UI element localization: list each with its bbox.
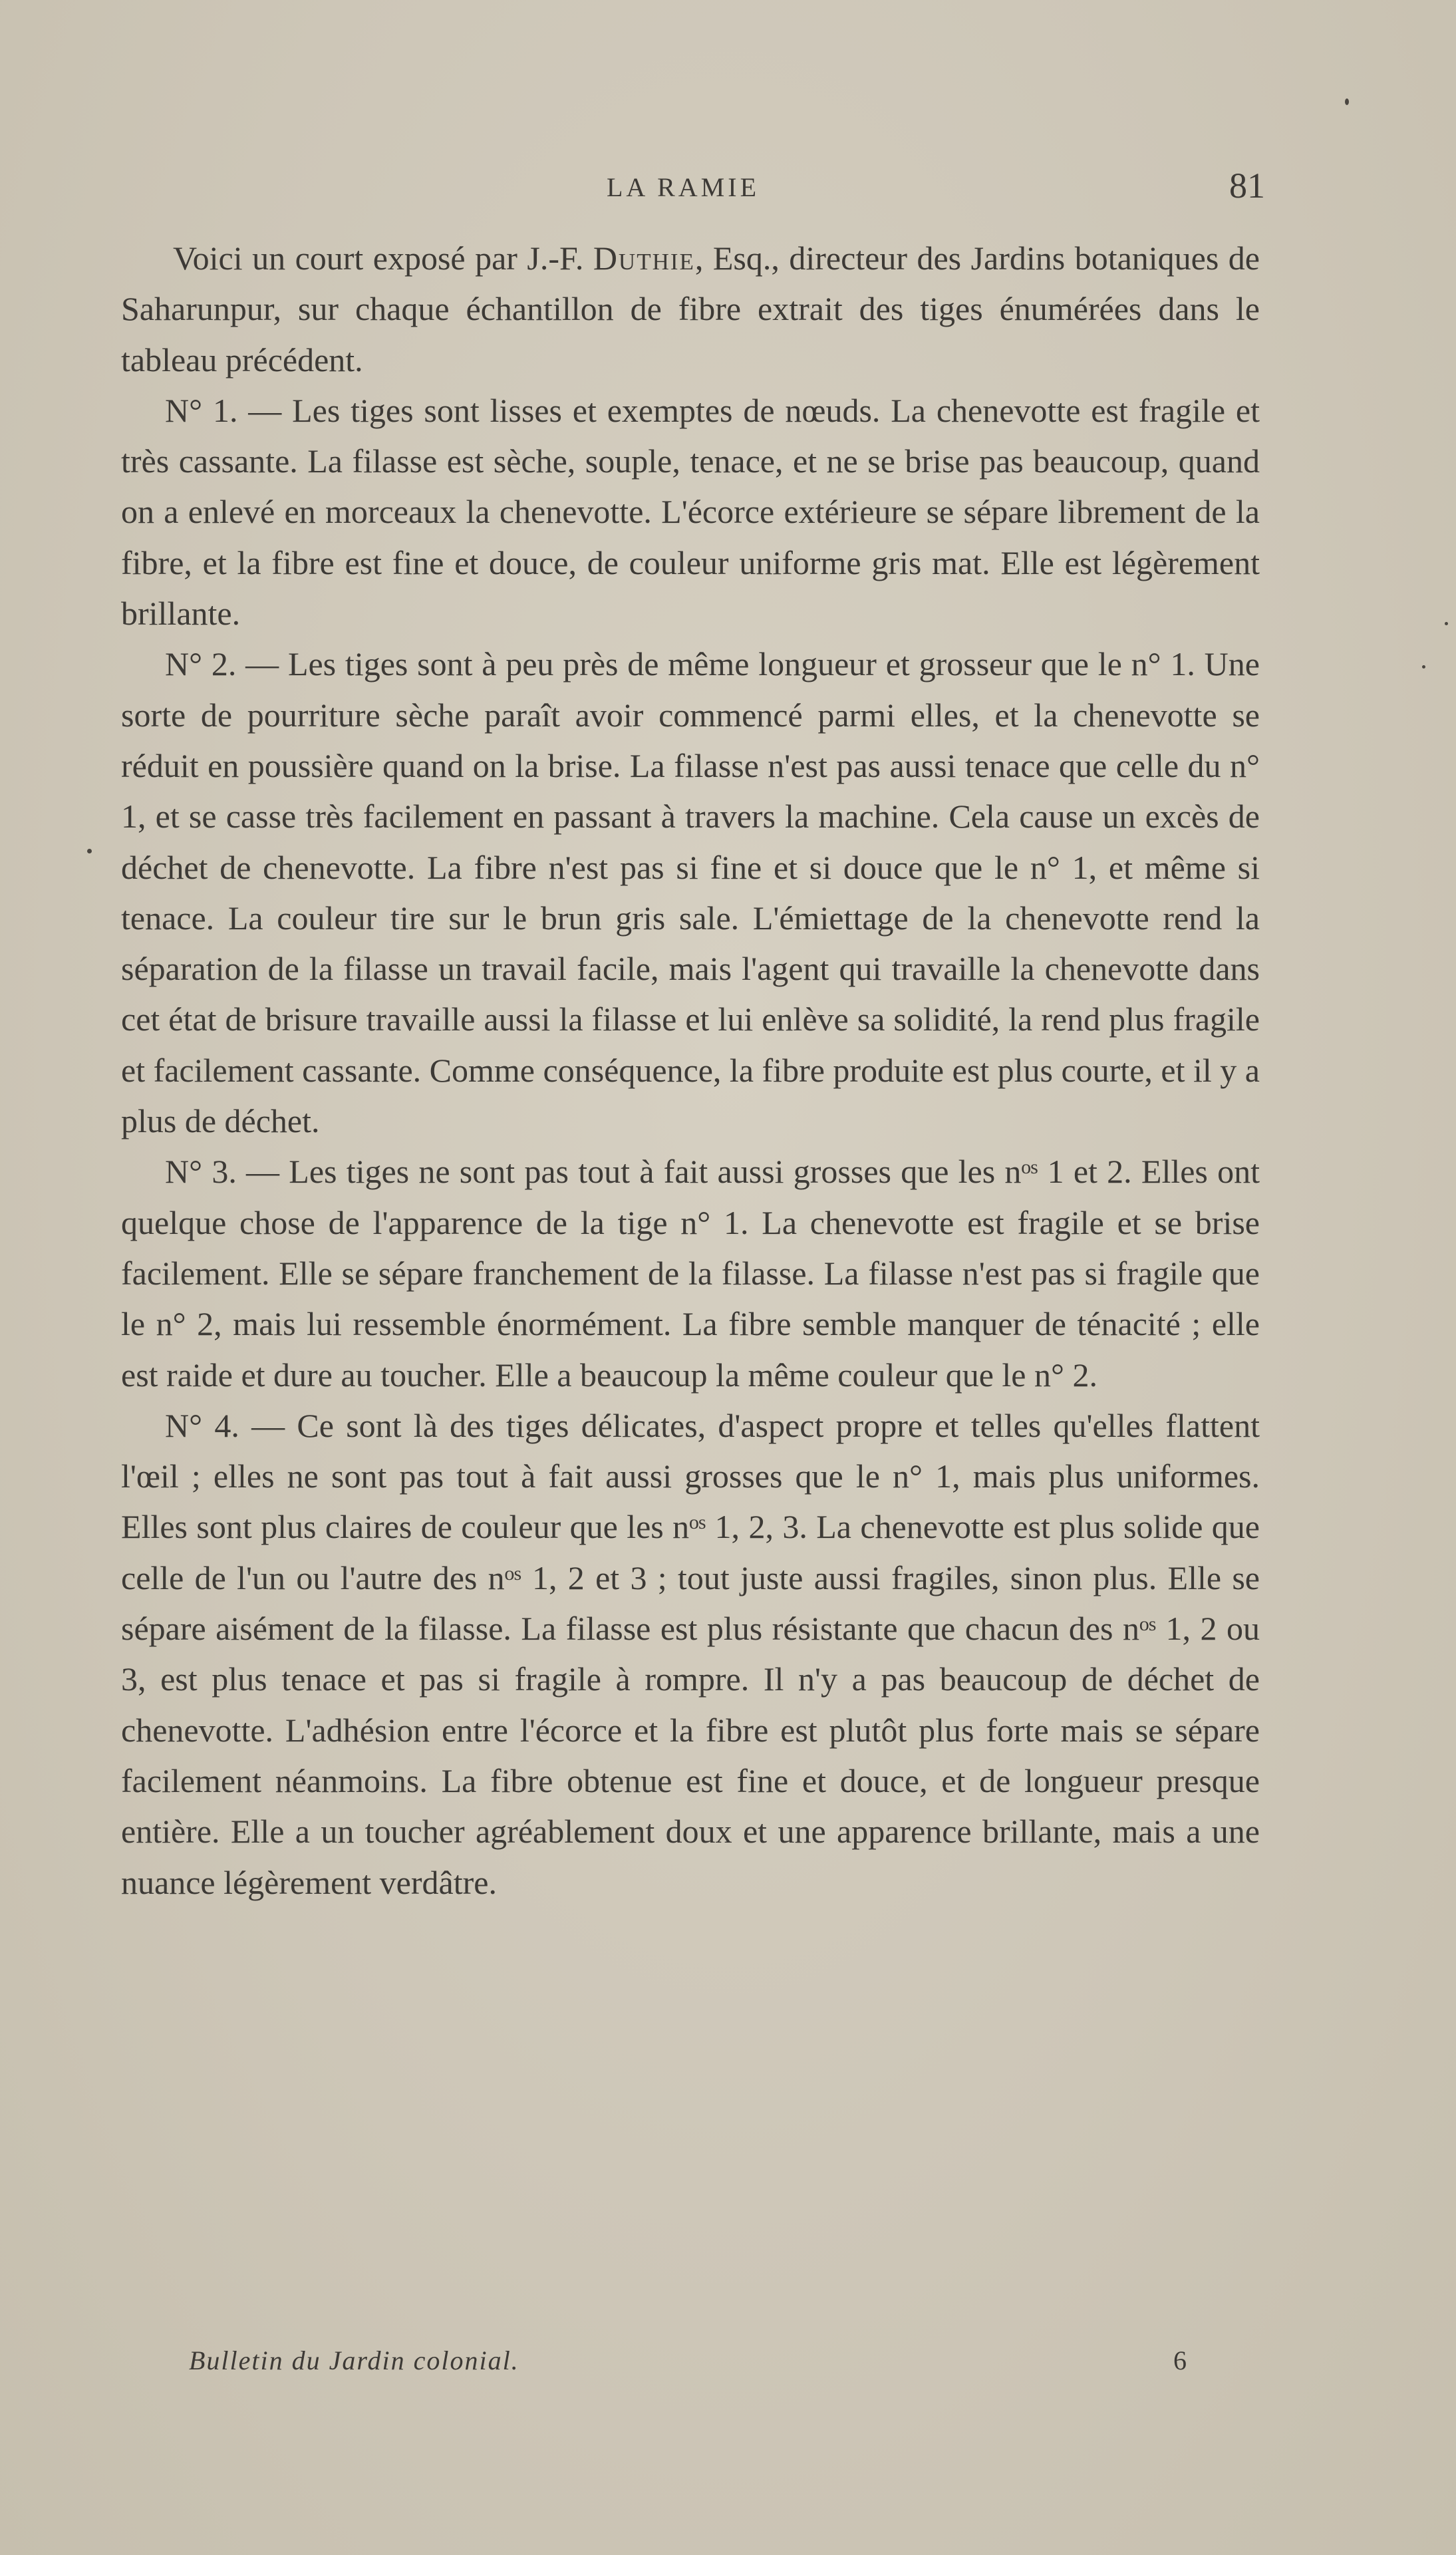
paragraph-sample-2: N° 2. — Les tiges sont à peu près de même longueur et grosseur que le n° 1. Une sorte de pourriture sèche paraît avoir commencé parmi elles, et la chenevotte se réduit en poussière quand on la brise. La filasse n'est pas aussi tenace que celle du n° 1, et se casse très facilement en passant à travers la machine. Cela cause un excès de déchet de chenevotte. La fibre n'est pas si fine et si douce que le n° 1, et même si tenace. La couleur tire sur le brun gris sale. L'émiettage de la chenevotte rend la séparation de la filasse un travail facile, mais l'agent qui travaille la chenevotte dans cet état de brisure travaille aussi la filasse et lui enlève sa solidité, la rend plus fragile et facilement cassante. Comme conséquence, la fibre produite est plus courte, et il y a plus de déchet.: [121, 645, 1260, 1140]
running-header: [0, 165, 1456, 212]
body-text: [121, 233, 1260, 1908]
paper-speck: [87, 849, 92, 853]
paragraph-sample-1: N° 1. — Les tiges sont lisses et exemptes de nœuds. La chenevotte est fragile et très cassante. La filasse est sèche, souple, tenace, et ne se brise pas beaucoup, quand on a enlevé en morceaux la chenevotte. L'écorce extérieure se sépare librement de la fibre, et la fibre est fine et douce, de couleur uniforme gris mat. Elle est légèrement brillante.: [121, 391, 1260, 633]
intro-text-after: , Esq., directeur des Jardins botaniques de Saharunpur, sur chaque échantillon de fibre extrait des tiges énumérées dans le tableau précédent.: [121, 239, 1260, 378]
paragraph-sample-4: N° 4. — Ce sont là des tiges délicates, d'aspect propre et telles qu'elles flattent l'œil ; elles ne sont pas tout à fait aussi grosses que le n° 1, mais plus uniformes. Elles sont plus claires de couleur que les nᵒˢ 1, 2, 3. La chenevotte est plus solide que celle de l'un ou l'autre des nᵒˢ 1, 2 et 3 ; tout juste aussi fragiles, sinon plus. Elle se sépare aisément de la filasse. La filasse est plus résistante que chacun des nᵒˢ 1, 2 ou 3, est plus tenace et pas si fragile à rompre. Il n'y a pas beaucoup de déchet de chenevotte. L'adhésion entre l'écorce et la fibre est plutôt plus forte mais se sépare facilement néanmoins. La fibre obtenue est fine et douce, et de longueur presque entière. Elle a un toucher agréablement doux et une apparence brillante, mais a une nuance légèrement verdâtre.: [121, 1406, 1260, 1901]
running-title: LA RAMIE: [607, 172, 760, 202]
intro-paragraph: [121, 233, 1260, 385]
paper-speck: [1345, 98, 1349, 105]
intro-text-before: Voici un court exposé par J.-F.: [173, 239, 593, 277]
paper-speck: [1422, 665, 1425, 669]
paper-speck: [1445, 622, 1448, 625]
paragraph-sample-3: N° 3. — Les tiges ne sont pas tout à fait aussi grosses que les nᵒˢ 1 et 2. Elles ont quelque chose de l'apparence de la tige n° 1. La chenevotte est fragile et se brise facilement. Elle se sépare franchement de la filasse. La filasse n'est pas si fragile que le n° 2, mais lui ressemble énormément. La fibre semble manquer de ténacité ; elle est raide et dure au toucher. Elle a beaucoup la même couleur que le n° 2.: [121, 1153, 1260, 1394]
author-name: Duthie: [593, 239, 695, 277]
page-footer: [0, 2345, 1456, 2385]
page-number: 81: [1229, 166, 1265, 206]
signature-mark: 6: [1173, 2345, 1187, 2375]
journal-title: Bulletin du Jardin colonial.: [189, 2345, 519, 2375]
